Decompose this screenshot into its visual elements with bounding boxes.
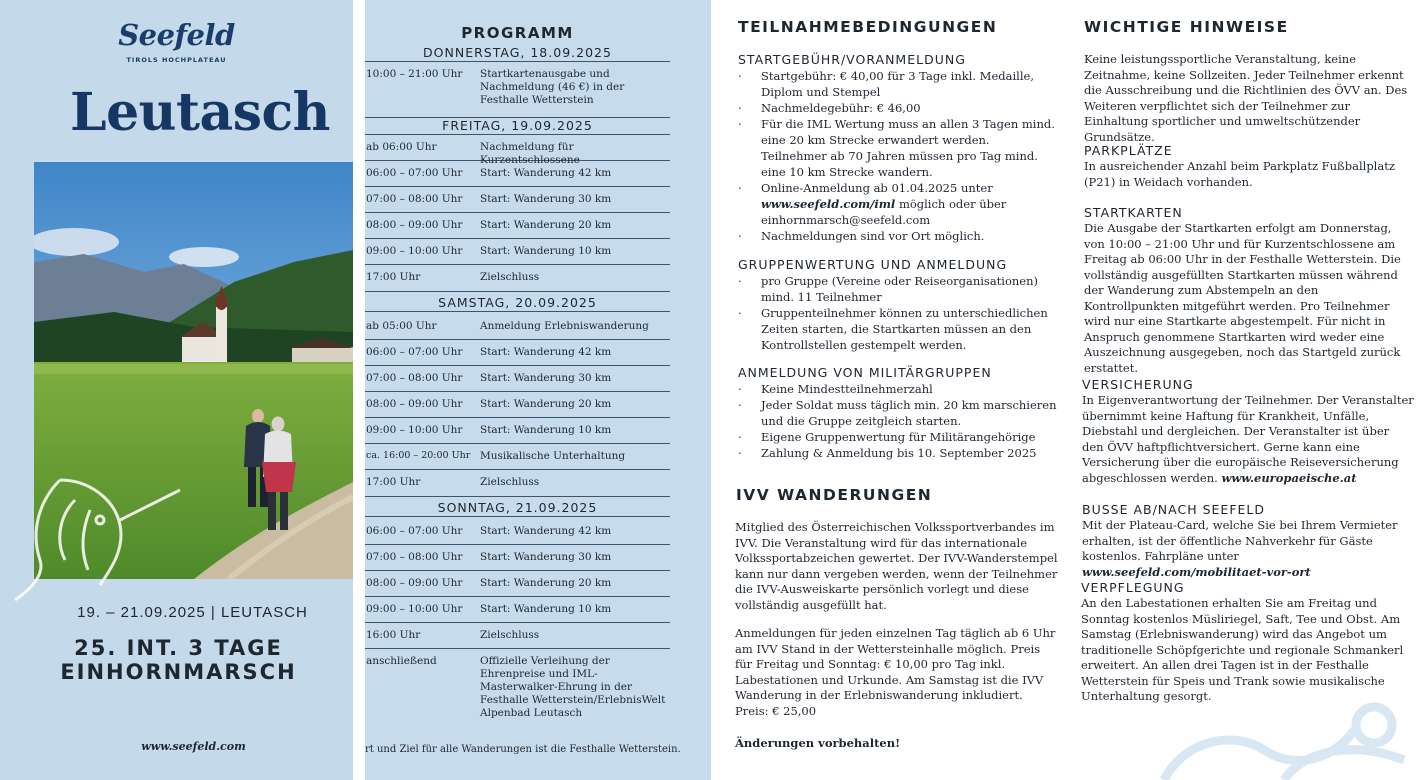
logo-subtitle: TIROLS HOCHPLATEAU bbox=[126, 56, 227, 64]
food-text: An den Labestationen erhalten Sie am Freitag und Sonntag kostenlos Müsliriegel, Saft, Tee und Obst. Am Samstag (Erlebniswanderung) wird das Angebot um traditionelle Schöpfgerichte und regionale Schmankerl erweitert. An allen drei Tagen ist in der Festhalle Wetterstein für Speis und Trank sowie musikalische Unterhaltung gesorgt. bbox=[1081, 596, 1404, 703]
email-link[interactable]: einhornmarsch@seefeld.com bbox=[761, 213, 931, 227]
startcards-text: Die Ausgabe der Startkarten erfolgt am Donnerstag, von 10:00 – 21:00 Uhr und für Kurzentschlossene am Freitag ab 06:00 Uhr in der Festhalle Wetterstein. Die vollständig ausgefüllten Startkarten müssen während der Wanderung zum Abstempeln an den Kontrollpunkten mitgeführt werden. Pro Teilnehmer wird nur eine Startkarte abgestempelt. Für nicht in Anspruch genommene Startkarten wird weder eine Auszeichnung ausgegeben, noch das Startgeld zurück erstattet. bbox=[1084, 221, 1401, 375]
list-item bbox=[738, 100, 1063, 116]
table-row bbox=[365, 571, 670, 597]
group-heading: GRUPPENWERTUNG UND ANMELDUNG bbox=[738, 257, 1008, 272]
row-time: 17:00 Uhr bbox=[366, 476, 421, 488]
day-header-sonntag: SONNTAG, 21.09.2025 bbox=[365, 499, 670, 517]
insurance-heading: VERSICHERUNG bbox=[1082, 377, 1194, 392]
list-item bbox=[738, 397, 1063, 429]
notes-title: WICHTIGE HINWEISE bbox=[1084, 18, 1289, 36]
event-title-line2: EINHORNMARSCH bbox=[60, 660, 297, 684]
row-desc: Start: Wanderung 20 km bbox=[480, 219, 612, 231]
row-time: 09:00 – 10:00 Uhr bbox=[366, 424, 463, 436]
changes-notice: Änderungen vorbehalten! bbox=[735, 736, 901, 750]
bus-link[interactable]: www.seefeld.com/mobilitaet-vor-ort bbox=[1082, 564, 1311, 579]
table-row bbox=[365, 418, 670, 444]
programm-panel bbox=[365, 0, 711, 780]
table-row bbox=[365, 62, 670, 118]
row-desc: Start: Wanderung 30 km bbox=[480, 193, 612, 205]
table-row bbox=[365, 239, 670, 265]
ivv-paragraph-2: Anmeldungen für jeden einzelnen Tag täglich ab 6 Uhr am IVV Stand in der Wettersteinhalle möglich. Preis für Freitag und Sonntag: € 10,00 pro Tag inkl. Labestationen und Urkunde. Am Samstag ist die IVV Wanderung in der Erlebniswanderung inkludiert. Preis: € 25,00 bbox=[735, 626, 1056, 718]
list-item bbox=[738, 445, 1063, 461]
table-row bbox=[365, 135, 670, 166]
notes-intro: Keine leistungssportliche Veranstaltung, keine Zeitnahme, keine Sollzeiten. Jeder Teilnehmer erkennt die Ausschreibung und die Richtlinien des ÖVV an. Des Weiteren verpflichtet sich der Teilnehmer zur Einhaltung sportlicher und umweltschützender Grundsätze. bbox=[1084, 52, 1408, 144]
table-row bbox=[365, 623, 670, 649]
ivv-title: IVV WANDERUNGEN bbox=[736, 486, 933, 504]
conditions-panel bbox=[711, 0, 1068, 780]
row-time: ab 06:00 Uhr bbox=[366, 141, 437, 153]
registration-link[interactable]: www.seefeld.com/iml bbox=[761, 197, 896, 211]
list-item bbox=[738, 68, 1063, 100]
table-row bbox=[365, 187, 670, 213]
list-item-text: Teilnehmer ab 70 Jahren müssen pro Tag mind. eine 10 km Strecke wandern. bbox=[761, 149, 1038, 179]
row-time: 16:00 Uhr bbox=[366, 629, 421, 641]
table-row bbox=[365, 366, 670, 392]
list-item-text: Nachmeldegebühr: € 46,00 bbox=[761, 101, 921, 115]
list-item-text: Startgebühr: € 40,00 für 3 Tage inkl. Medaille, Diplom und Stempel bbox=[761, 69, 1034, 99]
row-desc: Start: Wanderung 20 km bbox=[480, 398, 612, 410]
insurance-link[interactable]: www.europaeische.at bbox=[1221, 470, 1357, 485]
table-row bbox=[365, 392, 670, 418]
list-item-text: Online-Anmeldung ab 01.04.2025 unter bbox=[761, 181, 993, 195]
day-header-donnerstag: DONNERSTAG, 18.09.2025 bbox=[365, 44, 670, 62]
list-item-text: Gruppenteilnehmer können zu unterschiedlichen Zeiten starten, die Startkarten müssen an den Kontrollstellen gestempelt werden. bbox=[761, 306, 1048, 352]
row-desc: Start: Wanderung 10 km bbox=[480, 245, 612, 257]
seefeld-logo: Seefeld bbox=[118, 18, 235, 52]
row-time: ab 05:00 Uhr bbox=[366, 320, 437, 332]
table-row bbox=[365, 444, 670, 470]
ivv-paragraph-1: Mitglied des Österreichischen Volkssportverbandes im IVV. Die Veranstaltung wird für das internationale Volkssportabzeichen gewertet. Der IVV-Wanderstempel kann nur dann vergeben werden, wenn der Teilnehmer die IVV-Ausweiskarte persönlich vorlegt und diese vollständig ausgefüllt hat. bbox=[735, 520, 1058, 612]
row-time: 08:00 – 09:00 Uhr bbox=[366, 398, 463, 410]
list-item bbox=[738, 429, 1063, 445]
row-desc: Zielschluss bbox=[480, 271, 540, 283]
list-item-text: Jeder Soldat muss täglich min. 20 km marschieren und die Gruppe zeitgleich starten. bbox=[761, 398, 1057, 428]
list-item bbox=[738, 305, 1063, 353]
row-desc: Zielschluss bbox=[480, 629, 540, 641]
parking-heading: PARKPLÄTZE bbox=[1084, 143, 1173, 158]
row-desc: Start: Wanderung 20 km bbox=[480, 577, 612, 589]
row-time: 09:00 – 10:00 Uhr bbox=[366, 245, 463, 257]
military-list bbox=[738, 381, 1063, 461]
insurance-text bbox=[1082, 393, 1414, 486]
website-url: www.seefeld.com bbox=[141, 740, 246, 753]
event-title-line1: 25. INT. 3 TAGE bbox=[74, 636, 283, 660]
place-title: Leutasch bbox=[70, 82, 330, 143]
table-row bbox=[365, 470, 670, 497]
notes-panel bbox=[1068, 0, 1424, 780]
table-row bbox=[365, 340, 670, 366]
list-item-text: Keine Mindestteilnehmerzahl bbox=[761, 382, 933, 396]
row-time: 06:00 – 07:00 Uhr bbox=[366, 167, 463, 179]
bus-text bbox=[1082, 518, 1414, 580]
bus-heading: BUSSE AB/NACH SEEFELD bbox=[1082, 502, 1265, 517]
table-row bbox=[365, 545, 670, 571]
row-time: 09:00 – 10:00 Uhr bbox=[366, 603, 463, 615]
military-heading: ANMELDUNG VON MILITÄRGRUPPEN bbox=[738, 365, 992, 380]
row-time: anschließend bbox=[366, 655, 437, 667]
list-item-text: Zahlung & Anmeldung bis 10. September 2025 bbox=[761, 446, 1037, 460]
table-row bbox=[365, 649, 670, 727]
food-heading: VERPFLEGUNG bbox=[1081, 580, 1185, 595]
day-header-samstag: SAMSTAG, 20.09.2025 bbox=[365, 294, 670, 312]
list-item-text: pro Gruppe (Vereine oder Reiseorganisationen) mind. 11 Teilnehmer bbox=[761, 274, 1039, 304]
list-item bbox=[738, 381, 1063, 397]
fold-gap bbox=[353, 0, 365, 780]
row-time: 08:00 – 09:00 Uhr bbox=[366, 219, 463, 231]
row-desc: Musikalische Unterhaltung bbox=[480, 450, 626, 462]
unicorn-icon bbox=[0, 460, 200, 610]
row-desc: Nachmeldung für Kurzentschlossene bbox=[480, 141, 580, 166]
row-desc: Start: Wanderung 30 km bbox=[480, 551, 612, 563]
row-desc: Start: Wanderung 10 km bbox=[480, 603, 612, 615]
table-row bbox=[365, 265, 670, 292]
event-dates: 19. – 21.09.2025 | LEUTASCH bbox=[77, 604, 308, 621]
row-desc: Anmeldung Erlebniswanderung bbox=[480, 320, 649, 332]
insurance-body: In Eigenverantwortung der Teilnehmer. Der Veranstalter übernimmt keine Haftung für Krankheit, Unfälle, Diebstahl und dergleichen. Der Veranstalter ist über den ÖVV haftpflichtversichert. Gerne kann eine Versicherung über die europäische Reiseversicherung abgeschlossen werden. bbox=[1082, 393, 1414, 485]
row-desc: Start: Wanderung 42 km bbox=[480, 167, 612, 179]
programm-title: PROGRAMM bbox=[461, 24, 574, 42]
fee-heading: STARTGEBÜHR/VORANMELDUNG bbox=[738, 52, 966, 67]
row-desc: Start: Wanderung 42 km bbox=[480, 525, 612, 537]
row-desc: Offizielle Verleihung der Ehrenpreise und IML-Masterwalker-Ehrung in der Festhalle Wetterstein/ErlebnisWelt Alpenbad Leutasch bbox=[480, 655, 666, 719]
table-row bbox=[365, 213, 670, 239]
table-row bbox=[365, 519, 670, 545]
list-item bbox=[738, 228, 1063, 244]
day-header-freitag: FREITAG, 19.09.2025 bbox=[365, 117, 670, 135]
list-item bbox=[738, 180, 1063, 228]
list-item-text: möglich oder über bbox=[898, 197, 1007, 211]
row-time: 08:00 – 09:00 Uhr bbox=[366, 577, 463, 589]
row-time: ca. 16:00 – 20:00 Uhr bbox=[366, 450, 471, 461]
programm-footer: rt und Ziel für alle Wanderungen ist die Festhalle Wetterstein. bbox=[365, 744, 681, 755]
group-list bbox=[738, 273, 1063, 353]
list-item-text: Für die IML Wertung muss an allen 3 Tagen mind. eine 20 km Strecke erwandert werden. bbox=[761, 117, 1055, 147]
list-item bbox=[738, 116, 1063, 180]
startcards-heading: STARTKARTEN bbox=[1084, 205, 1183, 220]
row-time: 17:00 Uhr bbox=[366, 271, 421, 283]
table-row bbox=[365, 161, 670, 187]
fee-list bbox=[738, 68, 1063, 244]
row-time: 07:00 – 08:00 Uhr bbox=[366, 551, 463, 563]
row-time: 07:00 – 08:00 Uhr bbox=[366, 193, 463, 205]
cover-panel bbox=[0, 0, 353, 780]
row-time: 06:00 – 07:00 Uhr bbox=[366, 525, 463, 537]
row-desc: Startkartenausgabe und Nachmeldung (46 €) in der Festhalle Wetterstein bbox=[480, 68, 625, 106]
table-row bbox=[365, 597, 670, 623]
bus-body: Mit der Plateau-Card, welche Sie bei Ihrem Vermieter erhalten, ist der öffentliche Nahverkehr für Gäste kostenlos. Fahrpläne unter bbox=[1082, 518, 1398, 563]
list-item bbox=[738, 273, 1063, 305]
row-time: 10:00 – 21:00 Uhr bbox=[366, 68, 463, 80]
table-row bbox=[365, 314, 670, 340]
parking-text: In ausreichender Anzahl beim Parkplatz Fußballplatz (P21) in Weidach vorhanden. bbox=[1084, 159, 1395, 189]
row-desc: Start: Wanderung 42 km bbox=[480, 346, 612, 358]
row-desc: Zielschluss bbox=[480, 476, 540, 488]
list-item-text: Nachmeldungen sind vor Ort möglich. bbox=[761, 229, 985, 243]
row-time: 06:00 – 07:00 Uhr bbox=[366, 346, 463, 358]
row-desc: Start: Wanderung 10 km bbox=[480, 424, 612, 436]
row-desc: Start: Wanderung 30 km bbox=[480, 372, 612, 384]
conditions-title: TEILNAHMEBEDINGUNGEN bbox=[738, 18, 998, 36]
row-time: 07:00 – 08:00 Uhr bbox=[366, 372, 463, 384]
list-item-text: Eigene Gruppenwertung für Militärangehörige bbox=[761, 430, 1036, 444]
